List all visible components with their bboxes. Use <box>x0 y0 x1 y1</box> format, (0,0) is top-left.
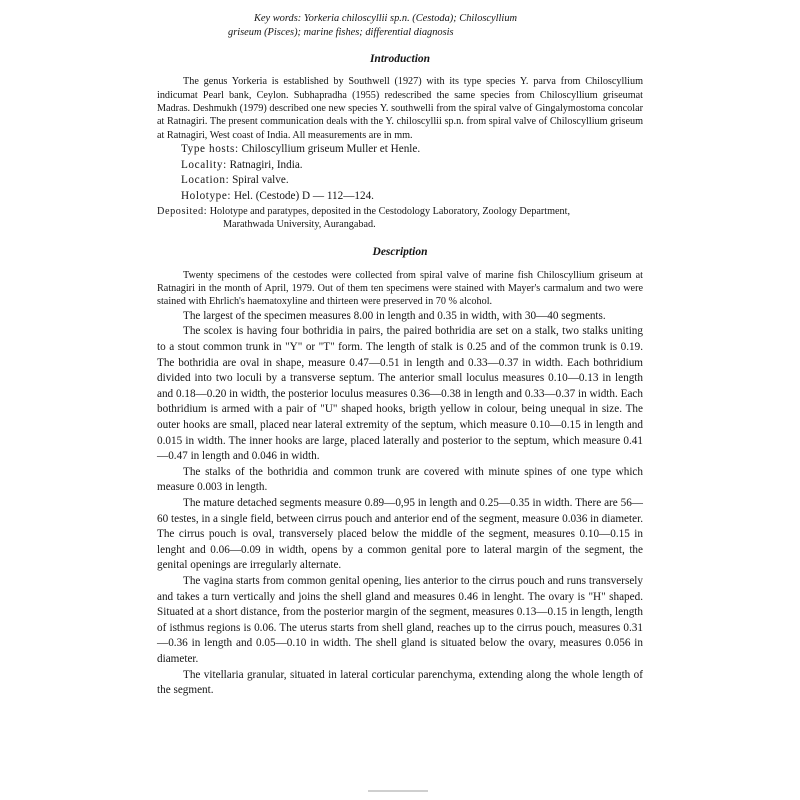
locality-line <box>157 158 643 174</box>
keywords-line-2: griseum (Pisces); marine fishes; differential diagnosis <box>228 27 454 38</box>
location-value: Spiral valve. <box>232 174 289 187</box>
description-heading: Description <box>372 246 428 259</box>
main-column <box>157 52 643 699</box>
keywords-line-1: Key words: Yorkeria chiloscyllii sp.n. (Cestoda); Chiloscyllium <box>254 13 518 24</box>
description-paragraph-7: The vitellaria granular, situated in lateral corticular parenchyma, extending along the whole length of the segment. <box>157 668 643 697</box>
holotype-label: Holotype: <box>181 190 232 203</box>
keywords-block <box>228 12 628 40</box>
locality-label: Locality: <box>181 158 227 171</box>
page-bottom-smudge <box>368 790 428 792</box>
description-paragraph-1: Twenty specimens of the cestodes were collected from spiral valve of marine fish Chiloscyllium griseum at Ratnagiri in the month of April, 1979. Out of them ten specimens were stained with Mayer's carmalum and two were stained with Ehrlich's haematoxyline and thirteen were preserved in 70 % alcohol. <box>157 269 643 308</box>
introduction-heading: Introduction <box>369 53 431 65</box>
location-label: Location: <box>181 174 230 187</box>
locality-value: Ratnagiri, India. <box>229 158 303 171</box>
location-line <box>157 173 643 189</box>
deposited-label: Deposited: <box>157 205 208 217</box>
deposited-value: Holotype and paratypes, deposited in the Cestodology Laboratory, Zoology Department, <box>209 205 571 217</box>
holotype-value: Hel. (Cestode) D — 112—124. <box>233 190 374 203</box>
description-paragraph-4: The stalks of the bothridia and common trunk are covered with minute spines of one type which measure 0.003 in length. <box>157 465 643 494</box>
type-hosts-value: Chiloscyllium griseum Muller et Henle. <box>241 143 421 156</box>
description-paragraph-6: The vagina starts from common genital opening, lies anterior to the cirrus pouch and runs transversely and takes a turn vertically and joins the shell gland and measures 0.46 in lenght. The ovary is "H" shaped. Situated at a short distance, from the posterior margin of the segment, measures 0.13—0.15 in length, length of isthmus regions is 0.06. The uterus starts from shell gland, reaches up to the cirrus pouch, measures 0.31—0.36 in length and 0.05—0.10 in width. The shell gland is situated below the ovary, measures 0.056 in diameter. <box>157 574 643 665</box>
introduction-paragraph: The genus Yorkeria is established by Southwell (1927) with its type species Y. parva from Chiloscyllium indicumat Pearl bank, Ceylon. Subhapradha (1955) redescribed the same species from Chiloscyllium griseumat Madras. Deshmukh (1979) described one new species Y. southwelli from the spiral valve of Gingalymostoma concolar at Ratnagiri. The present communication deals with the Y. chiloscyllii sp.n. from spiral valve of Chiloscyllium griseum at Ratnagiri, West coast of India. All measurements are in mm. <box>157 76 643 141</box>
type-hosts-label: Type hosts: <box>181 143 239 156</box>
holotype-line <box>157 189 643 205</box>
deposited-value-2: Marathwada University, Aurangabad. <box>223 219 376 231</box>
deposited-line <box>157 205 643 232</box>
description-paragraph-2: The largest of the specimen measures 8.00 in length and 0.35 in width, with 30—40 segments. <box>183 309 606 322</box>
description-paragraph-5: The mature detached segments measure 0.89—0,95 in length and 0.25—0.35 in width. There are 56—60 testes, in a single field, between cirrus pouch and anterior end of the segment, measure 0.036 in diameter. The cirrus pouch is oval, transversely placed below the middle of the segment, measures 0.10—0.15 in lenght and 0.06—0.09 in width, opens by a common genital pore to lateral margin of the segment, the genital openings are irregularly alternate. <box>157 496 643 572</box>
type-hosts-line <box>157 142 643 158</box>
description-paragraph-3: The scolex is having four bothridia in pairs, the paired bothridia are set on a stalk, two stalks uniting to a stout common trunk in "Y" or "T" form. The length of stalk is 0.25 and of the common trunk is 0.19. The bothridia are oval in shape, measure 0.47—0.51 in length and 0.33—0.37 in width. Each bothridium divided into two loculi by a transverse septum. The anterior small loculus measures 0.10—0.13 in length and 0.18—0.20 in width, the posterior loculus measures 0.36—0.38 in length and 0.33—0.37 in width. Each bothridium is armed with a pair of "U" shaped hooks, brigth yellow in colour, being unequal in size. The outer hooks are small, placed near lateral extremity of the septum, which measure 0.10—0.15 in length and 0.015 in width. The inner hooks are large, placed laterally and posterior to the septum, which measure 0.41—0.47 in length and 0.046 in width. <box>157 325 643 463</box>
